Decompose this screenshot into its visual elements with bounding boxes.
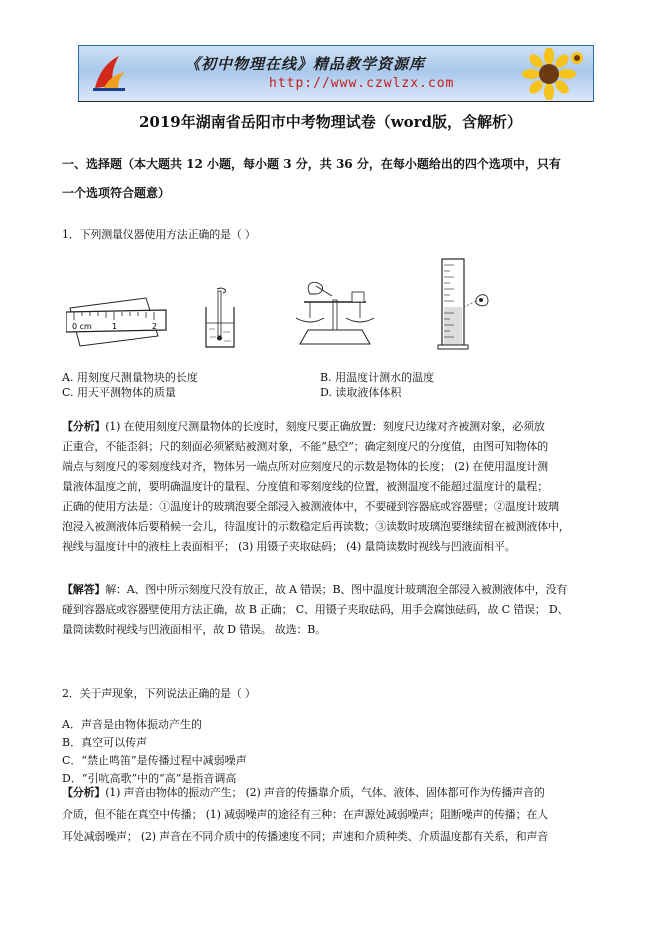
banner-url: http://www.czwlzx.com [269,76,455,91]
q1-analysis-line-3: 量液体温度之前，要明确温度计的量程、分度值和零刻度线的位置，被测温度不能超过温度计的量程； [62,480,548,493]
q2-analysis-line-2: 耳处减弱噪声； (2) 声音在不同介质中的传播速度不同；声速和介质种类、介质温度都有关系，和声音 [62,830,548,843]
question-2-stem: 2．关于声现象，下列说法正确的是（ ） [62,687,256,700]
q1-analysis-line-4: 正确的使用方法是：①温度计的玻璃泡要全部浸入被测液体中，不要碰到容器底或容器壁；②温度计玻璃 [62,500,559,513]
q1-analysis-line-6: 视线与温度计中的液柱上表面相平； (3) 用镊子夹取砝码； (4) 量筒读数时视线与凹液面相平。 [62,540,516,553]
section-line-2: 一个选项符合题意） [62,186,171,200]
q1-answer-line-2: 量筒读数时视线与凹液面相平，故 D 错误。 故选：B。 [62,623,326,636]
q1-analysis-line-5: 泡浸入被测液体后要稍候一会儿，待温度计的示数稳定后再读数；③读数时玻璃泡要继续留在被测液体中， [62,520,570,533]
q2-option-a: A．声音是由物体振动产生的 [62,718,202,731]
document-title: 2019年湖南省岳阳市中考物理试卷（word版，含解析） [138,113,523,131]
banner-title: 《初中物理在线》精品教学资源库 [185,55,426,73]
q1-analysis-line-0: (1) 在使用刻度尺测量物体的长度时，刻度尺要正确放置：刻度尺边缘对齐被测对象，必须放 [105,420,545,433]
thermometer-beaker-figure [203,287,237,349]
section-line-1: 一、选择题（本大题共 12 小题，每小题 3 分，共 36 分，在每小题给出的四个选项中，只有 [62,157,561,171]
ruler-label-2: 2 [152,322,158,331]
ruler-label-0: 0 cm [72,322,92,331]
ruler-figure [66,292,178,348]
question-1-stem: 1．下列测量仪器使用方法正确的是（ ） [62,228,256,241]
q2-option-d: D．“引吭高歌”中的“高”是指音调高 [62,772,237,785]
header-banner [78,45,594,102]
q2-option-b: B．真空可以传声 [62,736,148,749]
q1-answer [62,580,622,640]
section-header [62,153,622,205]
q2-analysis-line-1: 介质，但不能在真空中传播； (1) 减弱噪声的途径有三种：在声源处减弱噪声；阻断噪声的传播；在人 [62,808,548,821]
q1-answer-line-1: 碰到容器底或容器壁使用方法正确，故 B 正确； C、用镊子夹取砝码，用手会腐蚀砝码，故 C 错误； D、 [62,603,569,616]
q2-option-c: C．“禁止鸣笛”是传播过程中减弱噪声 [62,754,247,767]
q1-option-d: D. 读取液体体积 [320,386,402,399]
sunflower-icon [509,48,587,100]
q1-analysis-tag: 【分析】 [62,420,106,433]
q1-option-b: B. 用温度计测水的温度 [320,371,435,384]
q1-option-c: C. 用天平测物体的质量 [62,386,177,399]
q1-answer-line-0: 解：A、图中所示刻度尺没有放正，故 A 错误；B、图中温度计玻璃泡全部浸入被测液体中，没有 [105,583,568,596]
graduated-cylinder-figure [432,257,494,351]
q1-analysis [62,417,622,557]
q2-analysis-line-0: (1) 声音由物体的振动产生； (2) 声音的传播靠介质，气体、液体、固体都可作为传播声音的 [105,786,545,799]
q2-analysis-tag: 【分析】 [62,786,106,799]
balance-figure [290,274,380,348]
q2-analysis [62,782,622,848]
ruler-label-1: 1 [112,322,118,331]
header-divider [78,101,592,102]
q1-analysis-line-2: 端点与刻度尺的零刻度线对齐，物体另一端点所对应刻度尺的示数是物体的长度； (2) 在使用温度计测 [62,460,548,473]
q2-options [62,716,247,788]
site-logo-icon [89,52,129,94]
q1-answer-tag: 【解答】 [62,583,106,596]
q1-option-a: A. 用刻度尺测量物块的长度 [62,371,198,384]
q1-analysis-line-1: 正重合，不能歪斜；尺的刻面必须紧贴被测对象，不能“悬空”；确定刻度尺的分度值，由图可知物体的 [62,440,549,453]
